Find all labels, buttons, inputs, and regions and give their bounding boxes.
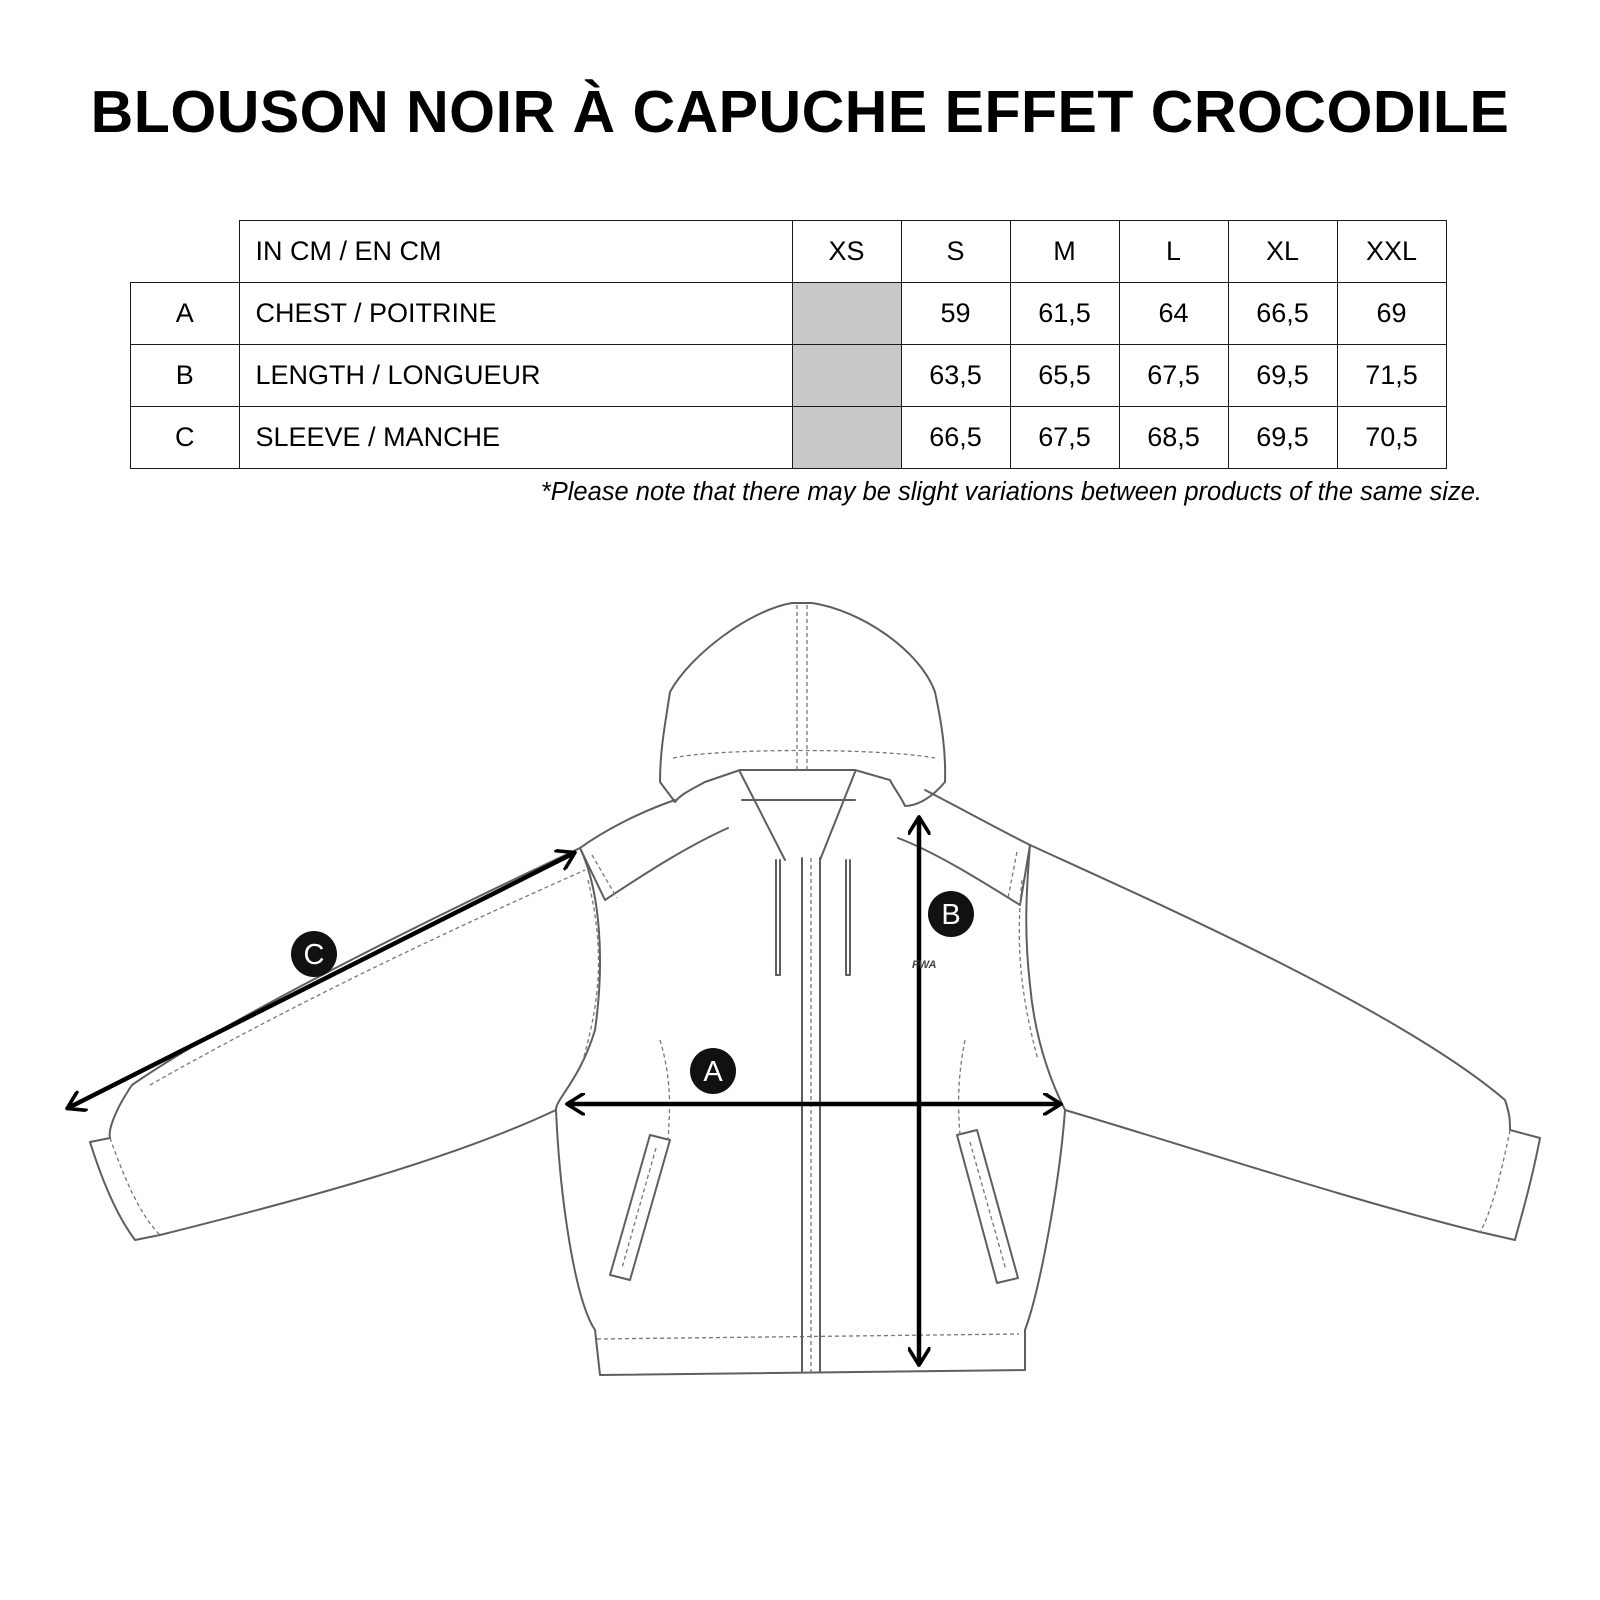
row-measure: CHEST / POITRINE bbox=[239, 283, 792, 345]
measurement-b-length bbox=[919, 818, 974, 1364]
drawstring-left bbox=[776, 860, 780, 975]
badge-b-label: B bbox=[941, 899, 961, 931]
value-cell: 69 bbox=[1337, 283, 1446, 345]
row-code: B bbox=[131, 345, 240, 407]
value-cell: 69,5 bbox=[1228, 407, 1337, 469]
value-cell: 68,5 bbox=[1119, 407, 1228, 469]
value-cell: 59 bbox=[901, 283, 1010, 345]
size-header-l: L bbox=[1119, 221, 1228, 283]
page-title: BLOUSON NOIR À CAPUCHE EFFET CROCODILE bbox=[90, 79, 1510, 145]
value-cell: 63,5 bbox=[901, 345, 1010, 407]
left-pocket bbox=[610, 1135, 670, 1280]
measurement-c-sleeve bbox=[68, 853, 574, 1108]
row-measure: LENGTH / LONGUEUR bbox=[239, 345, 792, 407]
brand-logo: FWA bbox=[912, 959, 937, 971]
value-cell: 61,5 bbox=[1010, 283, 1119, 345]
value-cell: 71,5 bbox=[1337, 345, 1446, 407]
row-code: A bbox=[131, 283, 240, 345]
sleeve-arrow bbox=[68, 853, 574, 1108]
measurement-a-chest bbox=[568, 1048, 1060, 1104]
row-measure: SLEEVE / MANCHE bbox=[239, 407, 792, 469]
value-cell: 65,5 bbox=[1010, 345, 1119, 407]
hood-lining bbox=[740, 772, 855, 860]
size-header-xxl: XXL bbox=[1337, 221, 1446, 283]
value-cell: 67,5 bbox=[1119, 345, 1228, 407]
hood bbox=[660, 603, 945, 806]
value-cell: 70,5 bbox=[1337, 407, 1446, 469]
value-cell: 64 bbox=[1119, 283, 1228, 345]
value-cell: 69,5 bbox=[1228, 345, 1337, 407]
left-sleeve bbox=[1030, 845, 1540, 1240]
size-header-xl: XL bbox=[1228, 221, 1337, 283]
size-variation-note: *Please note that there may be slight variations between products of the same size. bbox=[540, 478, 1482, 506]
unit-header: IN CM / EN CM bbox=[239, 221, 792, 283]
badge-a-label: A bbox=[703, 1056, 723, 1088]
right-sleeve bbox=[90, 848, 580, 1240]
right-shoulder-panel bbox=[580, 800, 728, 900]
row-code: C bbox=[131, 407, 240, 469]
badge-c-label: C bbox=[303, 939, 325, 971]
size-header-s: S bbox=[901, 221, 1010, 283]
size-header-m: M bbox=[1010, 221, 1119, 283]
drawstring-right bbox=[846, 860, 850, 975]
value-cell: 66,5 bbox=[1228, 283, 1337, 345]
value-cell: 67,5 bbox=[1010, 407, 1119, 469]
size-header-xs: XS bbox=[792, 221, 901, 283]
value-cell: 66,5 bbox=[901, 407, 1010, 469]
